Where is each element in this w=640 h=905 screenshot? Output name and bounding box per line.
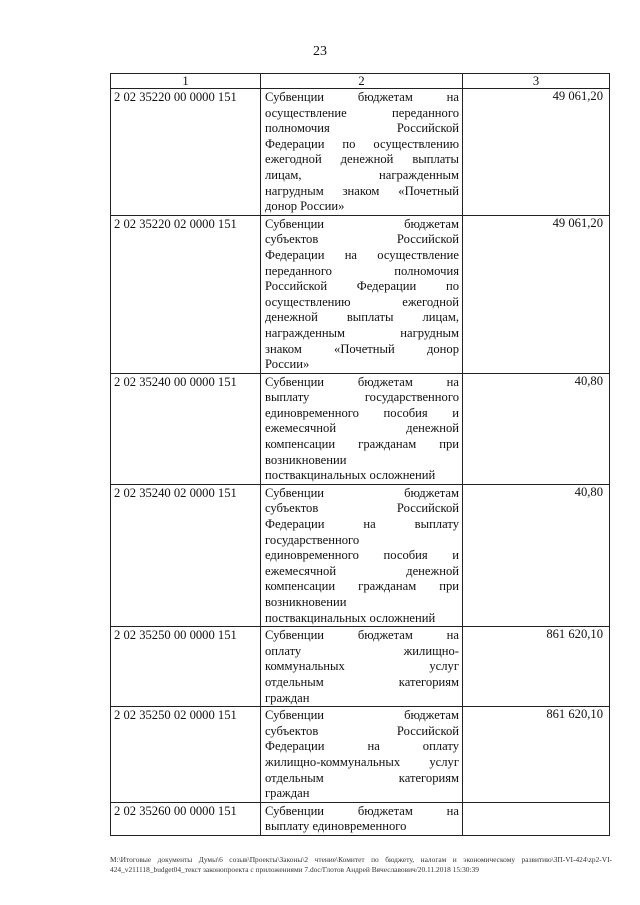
table-row	[111, 89, 610, 216]
description-line: нагрудным знаком «Почетный	[265, 183, 459, 198]
description-line: компенсации гражданам при	[265, 437, 459, 452]
description-line: граждан	[265, 690, 310, 705]
table-header-row	[111, 74, 610, 89]
description-line: Субвенции бюджетам	[265, 708, 459, 723]
description-line: граждан	[265, 786, 310, 801]
description-line: государственного	[265, 532, 360, 547]
description-line: денежной выплаты лицам,	[265, 310, 459, 325]
description-line: Субвенции бюджетам	[265, 485, 459, 500]
description-line: Субвенции бюджетам на	[265, 628, 459, 643]
document-footer-path: M:\Итоговые документы Думы\6 созыв\Проекты\Законы\2 чтение\Комитет по бюджету, налогам и экономическому развитию\ЗП-VI-424\zp2-VI-424_v211118_budget04_текст законопроекта с приложениями 7.doc/Глотов Андрей Вячеславович/20.11.2018 15:30:39	[110, 855, 612, 874]
description-line: Российской Федерации по	[265, 279, 459, 294]
description-line: знаком «Почетный донор	[265, 341, 459, 356]
table-row	[111, 373, 610, 484]
description-line: компенсации гражданам при	[265, 579, 459, 594]
description-line: выплату государственного	[265, 390, 459, 405]
budget-code-cell: 2 02 35250 00 0000 151	[111, 627, 261, 707]
description-line: единовременного пособия и	[265, 548, 459, 563]
budget-code-cell: 2 02 35250 02 0000 151	[111, 707, 261, 803]
page-number: 23	[313, 44, 327, 59]
description-line: коммунальных услуг	[265, 659, 459, 674]
description-line: жилищно-коммунальных услуг	[265, 754, 459, 769]
description-line: донор России»	[265, 199, 345, 214]
description-line: России»	[265, 357, 310, 372]
description-line: субъектов Российской	[265, 232, 459, 247]
column-header-1: 1	[111, 74, 261, 89]
description-line: Федерации на выплату	[265, 517, 459, 532]
description-cell	[261, 484, 463, 626]
description-line: отдельным категориям	[265, 770, 459, 785]
description-cell	[261, 215, 463, 373]
description-line: единовременного пособия и	[265, 405, 459, 420]
budget-table	[110, 73, 610, 836]
description-line: Федерации на осуществление	[265, 247, 459, 262]
description-line: полномочия Российской	[265, 121, 459, 136]
column-header-3: 3	[463, 74, 610, 89]
amount-cell: 49 061,20	[463, 89, 610, 216]
description-line: возникновении	[265, 595, 347, 609]
description-line: Субвенции бюджетам на	[265, 374, 459, 389]
description-cell	[261, 802, 463, 835]
description-line: Субвенции бюджетам	[265, 216, 459, 231]
amount-cell: 49 061,20	[463, 215, 610, 373]
budget-code-cell: 2 02 35240 00 0000 151	[111, 373, 261, 484]
description-line: осуществление переданного	[265, 105, 459, 120]
description-line: поствакцинальных осложнений	[265, 468, 436, 483]
table-row	[111, 707, 610, 803]
column-header-2: 2	[261, 74, 463, 89]
description-line: отдельным категориям	[265, 674, 459, 689]
budget-code-cell: 2 02 35260 00 0000 151	[111, 802, 261, 835]
budget-code-cell: 2 02 35240 02 0000 151	[111, 484, 261, 626]
budget-code-cell: 2 02 35220 00 0000 151	[111, 89, 261, 216]
description-line: ежемесячной денежной	[265, 421, 459, 436]
description-line: оплату жилищно-	[265, 643, 459, 658]
description-cell	[261, 627, 463, 707]
description-line: ежегодной денежной выплаты	[265, 152, 459, 167]
description-line: возникновении	[265, 452, 347, 467]
amount-cell: 40,80	[463, 373, 610, 484]
amount-cell: 40,80	[463, 484, 610, 626]
budget-code-cell: 2 02 35220 02 0000 151	[111, 215, 261, 373]
description-line: субъектов Российской	[265, 501, 459, 516]
amount-cell	[463, 802, 610, 835]
description-line: осуществлению ежегодной	[265, 294, 459, 309]
table-row	[111, 627, 610, 707]
description-line: Субвенции бюджетам на	[265, 803, 459, 818]
description-line: награжденным нагрудным	[265, 325, 459, 340]
table-row	[111, 802, 610, 835]
description-line: лицам, награжденным	[265, 167, 459, 182]
description-line: поствакцинальных осложнений	[265, 610, 436, 625]
amount-cell: 861 620,10	[463, 707, 610, 803]
description-cell	[261, 373, 463, 484]
description-cell	[261, 707, 463, 803]
description-line: субъектов Российской	[265, 723, 459, 738]
description-line: Федерации на оплату	[265, 739, 459, 754]
description-line: Федерации по осуществлению	[265, 136, 459, 151]
table-row	[111, 215, 610, 373]
description-line: Субвенции бюджетам на	[265, 90, 459, 104]
description-line: ежемесячной денежной	[265, 563, 459, 578]
description-cell	[261, 89, 463, 216]
description-line: переданного полномочия	[265, 263, 459, 278]
description-line: выплату единовременного	[265, 819, 407, 834]
amount-cell: 861 620,10	[463, 627, 610, 707]
table-row	[111, 484, 610, 626]
